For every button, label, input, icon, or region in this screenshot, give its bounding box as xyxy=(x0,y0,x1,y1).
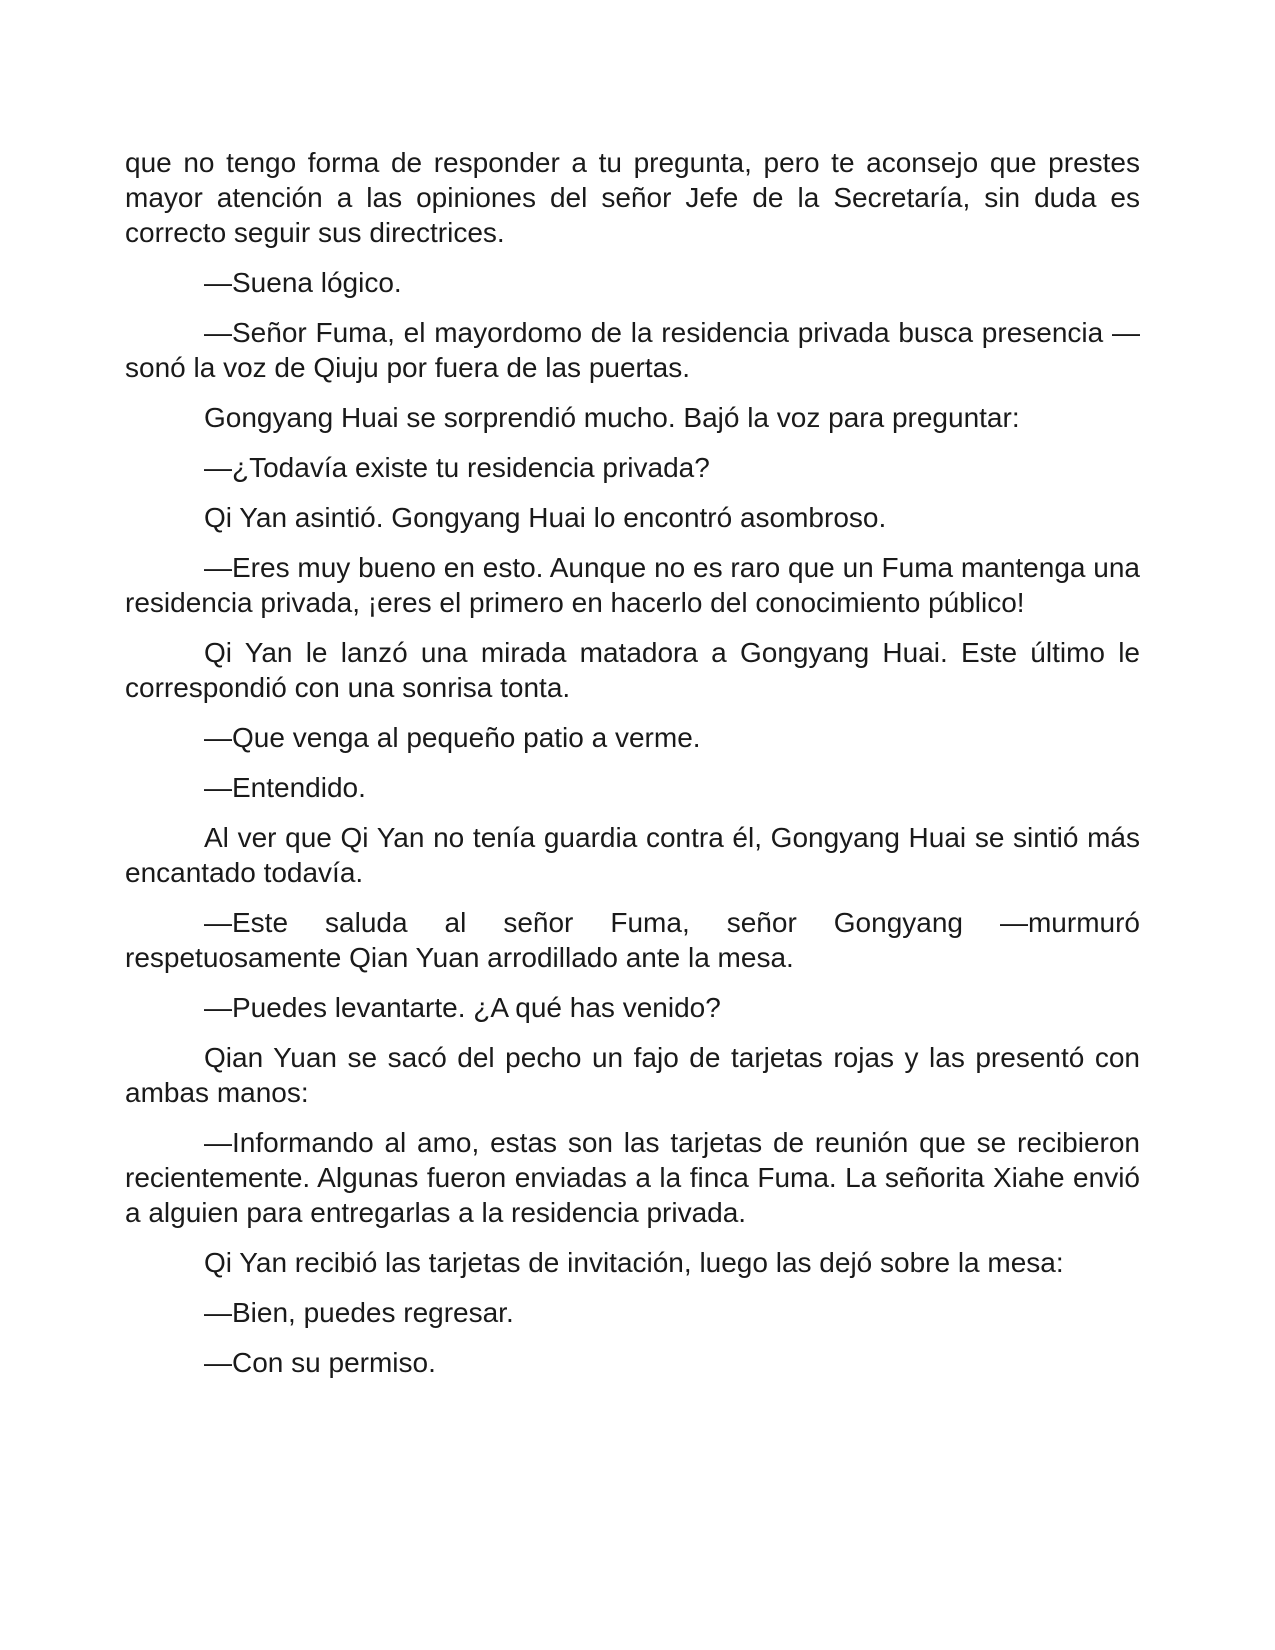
paragraph-7: —Eres muy bueno en esto. Aunque no es raro que un Fuma mantenga una residencia privada, ¡eres el primero en hacerlo del conocimiento público! xyxy=(125,552,1140,618)
paragraph-6: Qi Yan asintió. Gongyang Huai lo encontró asombroso. xyxy=(204,502,887,533)
paragraph-4: Gongyang Huai se sorprendió mucho. Bajó la voz para preguntar: xyxy=(204,402,1020,433)
paragraph-15: —Informando al amo, estas son las tarjetas de reunión que se recibieron recientemente. Algunas fueron enviadas a la finca Fuma. La señorita Xiahe envió a alguien para entregarlas a la residencia privada. xyxy=(125,1127,1140,1228)
document-page xyxy=(125,145,1140,1395)
paragraph-9: —Que venga al pequeño patio a verme. xyxy=(204,722,701,753)
paragraph-13: —Puedes levantarte. ¿A qué has venido? xyxy=(204,992,721,1023)
paragraph-16: Qi Yan recibió las tarjetas de invitación, luego las dejó sobre la mesa: xyxy=(204,1247,1064,1278)
paragraph-18: —Con su permiso. xyxy=(204,1347,436,1378)
paragraph-14: Qian Yuan se sacó del pecho un fajo de tarjetas rojas y las presentó con ambas manos: xyxy=(125,1042,1140,1108)
paragraph-5: —¿Todavía existe tu residencia privada? xyxy=(204,452,710,483)
paragraph-11: Al ver que Qi Yan no tenía guardia contra él, Gongyang Huai se sintió más encantado todavía. xyxy=(125,822,1140,888)
paragraph-2: —Suena lógico. xyxy=(204,267,402,298)
paragraph-1: que no tengo forma de responder a tu pregunta, pero te aconsejo que prestes mayor atención a las opiniones del señor Jefe de la Secretaría, sin duda es correcto seguir sus directrices. xyxy=(125,147,1140,248)
paragraph-8: Qi Yan le lanzó una mirada matadora a Gongyang Huai. Este último le correspondió con una sonrisa tonta. xyxy=(125,637,1140,703)
paragraph-10: —Entendido. xyxy=(204,772,366,803)
paragraph-17: —Bien, puedes regresar. xyxy=(204,1297,514,1328)
paragraph-12: —Este saluda al señor Fuma, señor Gongyang —murmuró respetuosamente Qian Yuan arrodillado ante la mesa. xyxy=(125,907,1140,973)
paragraph-3: —Señor Fuma, el mayordomo de la residencia privada busca presencia —sonó la voz de Qiuju por fuera de las puertas. xyxy=(125,317,1140,383)
